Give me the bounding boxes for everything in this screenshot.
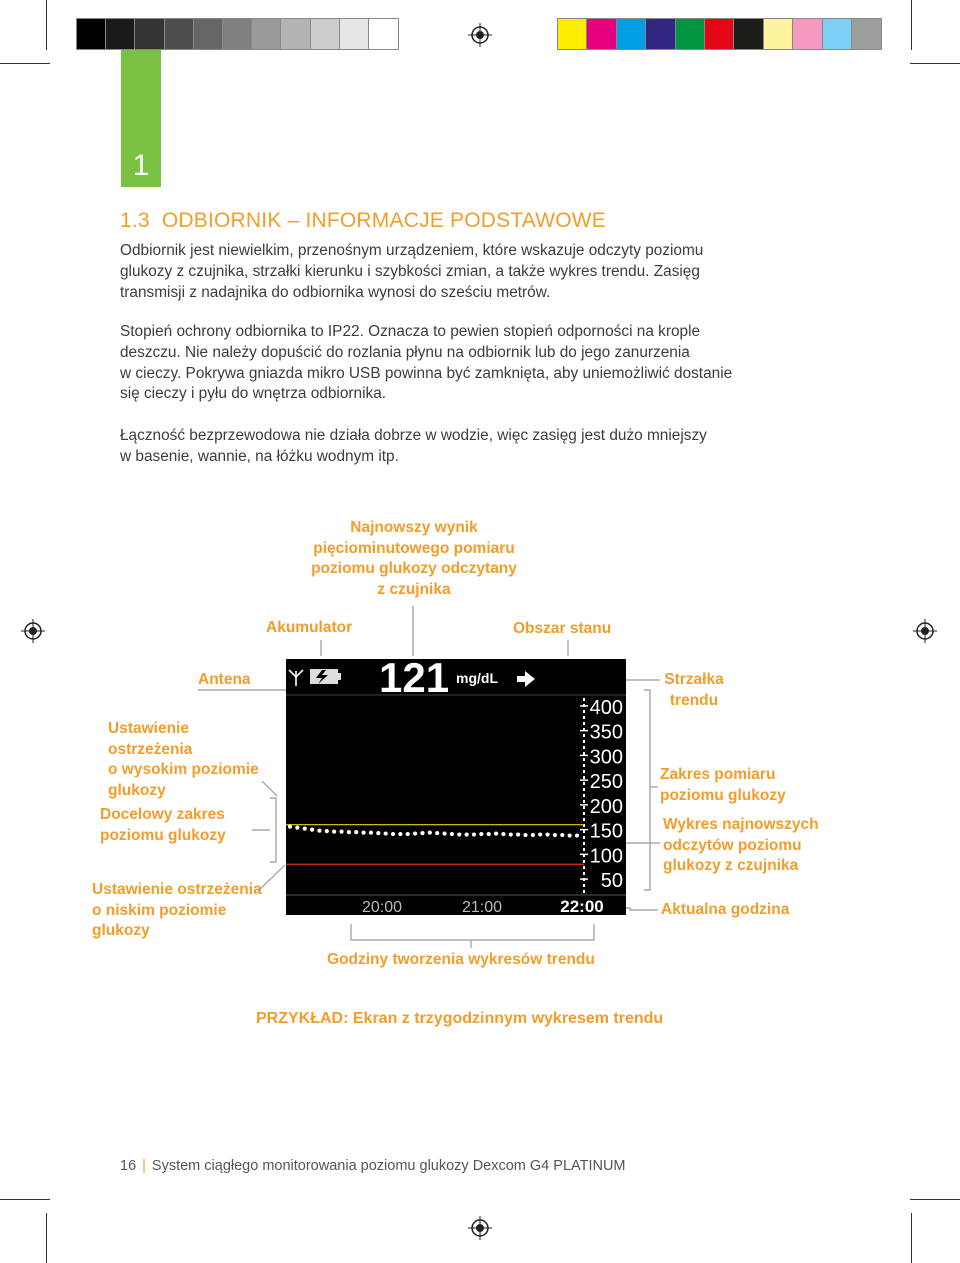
trend-reading-dot: [398, 832, 402, 836]
callout-antenna: Antena: [198, 671, 251, 688]
trend-reading-dot: [568, 833, 572, 837]
text-line: Łączność bezprzewodowa nie działa dobrze w wodzie, więc zasięg jest dużo mniejszy: [120, 427, 707, 444]
callout-trend-hours: Godziny tworzenia wykresów trendu: [327, 951, 595, 968]
footer-title: System ciągłego monitorowania poziomu glukozy Dexcom G4 PLATINUM: [151, 1158, 626, 1174]
callout-line: odczytów poziomu: [663, 836, 802, 854]
trend-reading-dot: [509, 832, 513, 836]
text-line: glukozy z czujnika, strzałki kierunku i szybkości zmian, a także wykres trendu. Zasięg: [120, 262, 700, 280]
trend-reading-dot: [354, 830, 358, 834]
callout-line: Wykres najnowszych: [663, 816, 819, 833]
antenna-icon: [289, 670, 303, 686]
trend-reading-dot: [384, 831, 388, 835]
text-line: się cieczy i pyłu do wnętrza odbiornika.: [120, 385, 387, 403]
trend-reading-dot: [575, 833, 579, 837]
trend-reading-dot: [413, 831, 417, 835]
trend-screen: [286, 659, 626, 915]
trend-reading-dot: [435, 831, 439, 835]
text-line: Odbiornik jest niewielkim, przenośnym urządzeniem, które wskazuje odczyty poziomu: [120, 242, 704, 259]
callout-line: Zakres pomiaru: [660, 766, 776, 783]
callout-line: glukozy: [108, 781, 166, 799]
trend-reading-dot: [295, 826, 299, 830]
y-tick-label: 300: [589, 746, 623, 769]
trend-reading-dot: [538, 832, 542, 836]
page-footer: [120, 1158, 626, 1174]
trend-reading-dot: [487, 832, 491, 836]
callout-line: z czujnika: [377, 580, 451, 598]
trend-reading-dot: [391, 832, 395, 836]
callout-line: poziomu glukozy: [100, 826, 226, 844]
receiver-screen: [286, 659, 626, 915]
callout-line: poziomu glukozy odczytany: [311, 560, 517, 577]
callout-line: o wysokim poziomie: [108, 761, 259, 778]
callout-status-area: Obszar stanu: [513, 620, 612, 637]
callout-line: glukozy: [92, 922, 150, 939]
trend-reading-dot: [523, 833, 527, 837]
callout-line: pięciominutowego pomiaru: [313, 539, 515, 557]
footer-divider: |: [142, 1158, 146, 1174]
trend-reading-dot: [450, 832, 454, 836]
callout-line: trendu: [669, 691, 719, 709]
trend-reading-dot: [325, 829, 329, 833]
y-tick-label: 250: [589, 771, 623, 794]
callout-line: glukozy z czujnika: [663, 857, 799, 874]
y-tick-label: 350: [589, 721, 623, 744]
trend-reading-dot: [501, 832, 505, 836]
callout-line: poziomu glukozy: [660, 786, 786, 804]
callout-current-time: Aktualna godzina: [661, 901, 790, 918]
glucose-value: 121: [379, 659, 450, 701]
text-line: Stopień ochrony odbiornika to IP22. Oznacza to pewien stopień odporności na krople: [120, 323, 701, 340]
trend-reading-dot: [545, 832, 549, 836]
trend-reading-dot: [553, 833, 557, 837]
trend-reading-dot: [317, 829, 321, 833]
trend-reading-dot: [472, 832, 476, 836]
callout-line: o niskim poziomie: [92, 901, 227, 919]
trend-reading-dot: [406, 832, 410, 836]
trend-reading-dot: [361, 830, 365, 834]
trend-plot: [286, 697, 626, 915]
trend-reading-dot: [310, 828, 314, 832]
y-tick-label: 150: [589, 820, 623, 843]
trend-reading-dot: [465, 832, 469, 836]
battery-icon: [310, 669, 341, 684]
callout-line: Docelowy zakres: [100, 806, 225, 823]
trend-reading-dot: [428, 830, 432, 834]
trend-reading-dot: [479, 832, 483, 836]
trend-reading-dot: [420, 831, 424, 835]
trend-reading-dot: [339, 829, 343, 833]
chapter-number: 1: [132, 149, 150, 182]
trend-reading-dot: [288, 825, 292, 829]
x-tick-label: 22:00: [560, 897, 604, 915]
trend-reading-dot: [560, 833, 564, 837]
y-tick-label: 100: [589, 845, 623, 868]
diagram-caption: PRZYKŁAD: Ekran z trzygodzinnym wykresem trendu: [256, 1010, 664, 1027]
trend-reading-dot: [531, 833, 535, 837]
callout-line: ostrzeżenia: [108, 740, 193, 758]
trend-reading-dot: [457, 832, 461, 836]
text-line: transmisji z nadajnika do odbiornika wynosi do sześciu metrów.: [120, 283, 551, 301]
y-tick-label: 400: [589, 696, 623, 719]
callout-line: Strzałka: [664, 671, 724, 688]
trend-reading-dot: [369, 830, 373, 834]
trend-reading-dot: [303, 827, 307, 831]
trend-reading-dot: [442, 831, 446, 835]
callout-line: Najnowszy wynik: [350, 519, 478, 536]
section-number: 1.3: [120, 209, 150, 232]
trend-reading-dot: [347, 830, 351, 834]
trend-reading-dot: [376, 831, 380, 835]
callout-battery: Akumulator: [266, 619, 353, 636]
trend-arrow-right-icon: [517, 671, 535, 687]
trend-reading-dot: [516, 832, 520, 836]
y-tick-label: 50: [600, 870, 623, 893]
section-title: ODBIORNIK – INFORMACJE PODSTAWOWE: [161, 209, 606, 232]
x-tick-label: 21:00: [461, 899, 503, 915]
y-tick-label: 200: [589, 795, 623, 818]
page-number: 16: [120, 1158, 137, 1174]
callout-line: Ustawienie ostrzeżenia: [92, 881, 262, 898]
x-tick-label: 20:00: [361, 899, 403, 915]
callout-line: Ustawienie: [108, 720, 189, 737]
trend-reading-dot: [494, 831, 498, 835]
text-line: deszczu. Nie należy dopuścić do rozlania płynu na odbiornik lub do jego zanurzenia: [120, 343, 690, 361]
glucose-unit: mg/dL: [456, 670, 498, 686]
trend-reading-dot: [332, 829, 336, 833]
text-line: w basenie, wannie, na łóżku wodnym itp.: [120, 447, 399, 465]
text-line: w cieczy. Pokrywa gniazda mikro USB powinna być zamknięta, aby uniemożliwić dostanie: [120, 364, 733, 382]
